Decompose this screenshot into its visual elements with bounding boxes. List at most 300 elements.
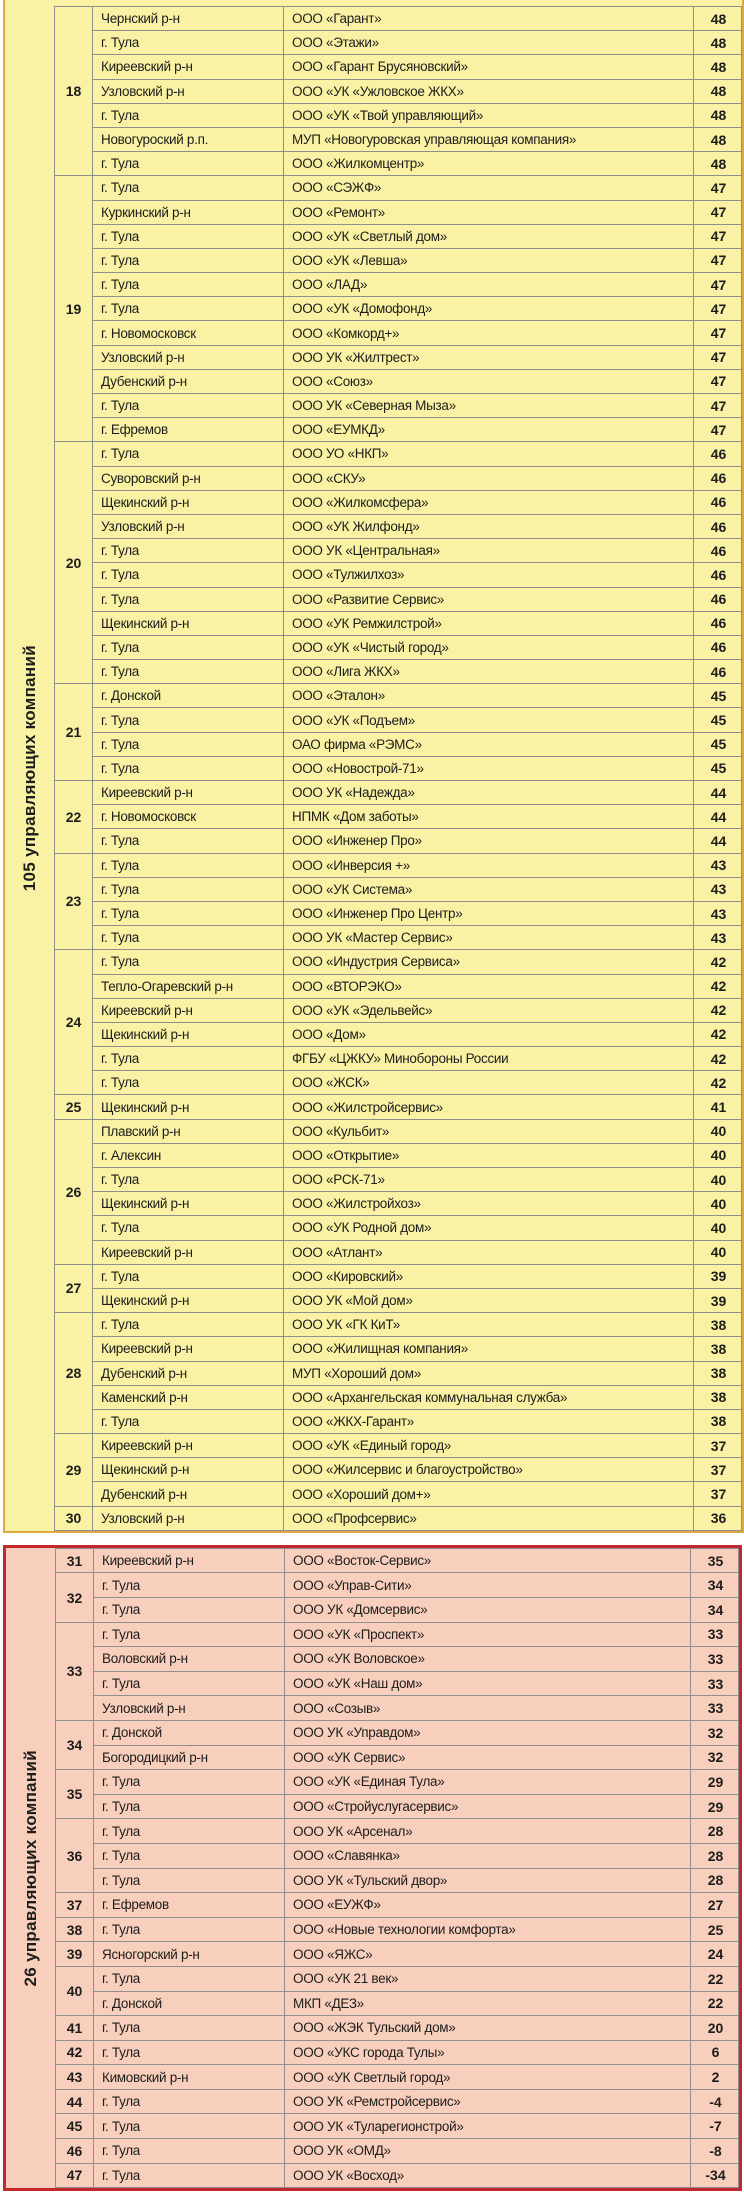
score-cell: 47 [694,297,742,321]
score-cell: 38 [694,1361,742,1385]
rank-cell: 24 [55,950,93,1095]
table-row [55,974,742,998]
district-cell: Киреевский р-н [94,1548,285,1573]
company-cell: ООО «УК Система» [284,877,694,901]
table-row [55,1288,742,1312]
table-row [55,127,742,151]
table-row [55,1264,742,1288]
table-row [56,2139,739,2164]
score-cell: 32 [691,1720,739,1745]
company-cell: ООО «СКУ» [284,466,694,490]
district-cell: Киреевский р-н [93,1434,284,1458]
company-cell: ООО «Восток-Сервис» [285,1548,691,1573]
district-cell: г. Тула [93,1168,284,1192]
table-row [55,563,742,587]
score-cell: 46 [694,587,742,611]
table-row [55,853,742,877]
company-cell: ООО УК «Управдом» [285,1720,691,1745]
section-26-companies [3,1545,742,2191]
company-cell: ООО «Открытие» [284,1143,694,1167]
district-cell: г. Тула [94,2089,285,2114]
company-cell: ООО УК «Надежда» [284,781,694,805]
score-cell: 33 [691,1696,739,1721]
table-row [55,248,742,272]
company-cell: ООО «Кульбит» [284,1119,694,1143]
company-cell: ООО «Кировский» [284,1264,694,1288]
ranking-table-105 [54,6,742,1531]
score-cell: 46 [694,611,742,635]
score-cell: 44 [694,829,742,853]
company-cell: ООО «РСК-71» [284,1168,694,1192]
company-cell: ООО «Стройуслугасервис» [285,1794,691,1819]
score-cell: 48 [694,7,742,31]
company-cell: ООО «Этажи» [284,31,694,55]
score-cell: 20 [691,2016,739,2041]
table-row [55,660,742,684]
company-cell: ООО «Развитие Сервис» [284,587,694,611]
district-cell: Щекинский р-н [93,1095,284,1119]
score-cell: 47 [694,394,742,418]
score-cell: -4 [691,2089,739,2114]
score-cell: 46 [694,563,742,587]
company-cell: ООО «Эталон» [284,684,694,708]
rank-cell: 34 [56,1720,94,1769]
table-row [55,1434,742,1458]
ranking-tbody-1 [56,1548,739,2187]
company-cell: ООО «УК «Эдельвейс» [284,998,694,1022]
table-row [55,490,742,514]
district-cell: Узловский р-н [93,345,284,369]
score-cell: 40 [694,1168,742,1192]
table-row [55,1216,742,1240]
score-cell: 45 [694,684,742,708]
company-cell: ООО «УК Сервис» [285,1745,691,1770]
table-row [56,1843,739,1868]
rank-cell: 41 [56,2016,94,2041]
table-row [56,1598,739,1623]
table-row [55,224,742,248]
company-cell: ООО «ЛАД» [284,273,694,297]
table-row [55,1022,742,1046]
score-cell: 40 [694,1119,742,1143]
ranking-table-26 [55,1548,739,2188]
company-cell: ООО «Жилищная компания» [284,1337,694,1361]
district-cell: г. Тула [94,1868,285,1893]
district-cell: Киреевский р-н [93,55,284,79]
company-cell: МКП «ДЕЗ» [285,1991,691,2016]
rank-cell: 37 [56,1893,94,1918]
table-row [55,587,742,611]
company-cell: ООО «Жилсервис и благоустройство» [284,1458,694,1482]
table-row [56,1548,739,1573]
company-cell: ООО «УК Родной дом» [284,1216,694,1240]
table-row [55,394,742,418]
company-cell: ООО «УК Светлый город» [285,2065,691,2090]
score-cell: 43 [694,901,742,925]
company-cell: ООО УК «ГК КиТ» [284,1313,694,1337]
score-cell: 36 [694,1506,742,1530]
company-cell: ООО «Инженер Про» [284,829,694,853]
district-cell: г. Тула [93,732,284,756]
company-cell: ООО «Архангельская коммунальная служба» [284,1385,694,1409]
table-row [55,369,742,393]
score-cell: 46 [694,635,742,659]
district-cell: г. Тула [93,708,284,732]
district-cell: г. Тула [93,950,284,974]
table-row [55,756,742,780]
company-cell: ООО «Гарант» [284,7,694,31]
company-cell: ООО «УК «Светлый дом» [284,224,694,248]
section-26-side-label-text: 26 управляющих компаний [20,1749,40,1987]
section-105-companies [3,0,744,1533]
score-cell: 35 [691,1548,739,1573]
district-cell: г. Тула [93,587,284,611]
score-cell: 28 [691,1819,739,1844]
score-cell: 33 [691,1647,739,1672]
company-cell: ООО «УК «Наш дом» [285,1671,691,1696]
score-cell: 40 [694,1192,742,1216]
district-cell: г. Ефремов [93,418,284,442]
rank-cell: 46 [56,2139,94,2164]
score-cell: 32 [691,1745,739,1770]
table-row [56,1647,739,1672]
score-cell: 47 [694,273,742,297]
table-row [56,1573,739,1598]
score-cell: 47 [694,345,742,369]
rank-cell: 21 [55,684,93,781]
table-row [55,901,742,925]
district-cell: Суворовский р-н [93,466,284,490]
score-cell: 48 [694,55,742,79]
company-cell: МУП «Новогуровская управляющая компания» [284,127,694,151]
table-row [56,1770,739,1795]
rank-cell: 35 [56,1770,94,1819]
table-row [56,1942,739,1967]
table-row [55,321,742,345]
district-cell: г. Тула [93,31,284,55]
district-cell: г. Тула [93,152,284,176]
district-cell: г. Тула [93,1216,284,1240]
score-cell: 48 [694,79,742,103]
district-cell: Щекинский р-н [93,611,284,635]
rank-cell: 20 [55,442,93,684]
company-cell: ООО «УК «Чистый город» [284,635,694,659]
company-cell: ООО «УК «Единый город» [284,1434,694,1458]
district-cell: Дубенский р-н [93,369,284,393]
district-cell: Дубенский р-н [93,1482,284,1506]
company-cell: ООО УК «Центральная» [284,539,694,563]
rank-cell: 26 [55,1119,93,1264]
table-row [55,1458,742,1482]
district-cell: Узловский р-н [94,1696,285,1721]
score-cell: 45 [694,708,742,732]
table-row [55,103,742,127]
table-row [55,1095,742,1119]
score-cell: 38 [694,1409,742,1433]
district-cell: г. Тула [94,1598,285,1623]
rank-cell: 29 [55,1434,93,1507]
company-cell: ООО «УК «Проспект» [285,1622,691,1647]
company-cell: ООО УК «Жилтрест» [284,345,694,369]
score-cell: -34 [691,2163,739,2188]
district-cell: Щекинский р-н [93,1022,284,1046]
table-row [55,7,742,31]
table-row [55,1409,742,1433]
score-cell: 22 [691,1991,739,2016]
score-cell: -7 [691,2114,739,2139]
company-cell: ООО «ЯЖС» [285,1942,691,1967]
rank-cell: 47 [56,2163,94,2188]
score-cell: 47 [694,176,742,200]
table-row [55,1071,742,1095]
district-cell: г. Тула [94,1794,285,1819]
table-row [56,2016,739,2041]
rank-cell: 23 [55,853,93,950]
district-cell: г. Тула [93,394,284,418]
table-row [56,1868,739,1893]
district-cell: Воловский р-н [94,1647,285,1672]
score-cell: 46 [694,539,742,563]
company-cell: ОАО фирма «РЭМС» [284,732,694,756]
company-cell: ООО «Жилкомцентр» [284,152,694,176]
district-cell: Чернский р-н [93,7,284,31]
table-row [55,611,742,635]
score-cell: 28 [691,1843,739,1868]
district-cell: г. Тула [94,1573,285,1598]
district-cell: г. Тула [93,756,284,780]
score-cell: 46 [694,442,742,466]
table-row [56,2089,739,2114]
company-cell: ООО УК «Ремстройсервис» [285,2089,691,2114]
table-row [56,1671,739,1696]
table-row [56,1917,739,1942]
table-row [55,418,742,442]
table-row [55,79,742,103]
table-row [55,1385,742,1409]
district-cell: г. Тула [94,2040,285,2065]
district-cell: Киреевский р-н [93,998,284,1022]
score-cell: 22 [691,1966,739,1991]
company-cell: ООО «Инверсия +» [284,853,694,877]
table-row [55,829,742,853]
district-cell: Киреевский р-н [93,1240,284,1264]
rank-cell: 32 [56,1573,94,1622]
company-cell: ООО «ВТОРЭКО» [284,974,694,998]
score-cell: 29 [691,1770,739,1795]
district-cell: г. Тула [93,1071,284,1095]
district-cell: Тепло-Огаревский р-н [93,974,284,998]
score-cell: 48 [694,31,742,55]
district-cell: г. Тула [93,273,284,297]
table-row [55,877,742,901]
score-cell: 44 [694,805,742,829]
company-cell: ООО «УК Жилфонд» [284,514,694,538]
score-cell: 46 [694,490,742,514]
table-row [55,950,742,974]
table-row [56,1893,739,1918]
score-cell: 37 [694,1434,742,1458]
company-cell: ООО «Славянка» [285,1843,691,1868]
district-cell: г. Тула [94,2114,285,2139]
district-cell: г. Ефремов [94,1893,285,1918]
district-cell: г. Донской [93,684,284,708]
score-cell: 42 [694,998,742,1022]
score-cell: 43 [694,877,742,901]
company-cell: ООО «УК «Твой управляющий» [284,103,694,127]
table-row [56,1819,739,1844]
district-cell: г. Донской [94,1991,285,2016]
table-row [55,345,742,369]
company-cell: ФГБУ «ЦЖКУ» Минобороны России [284,1047,694,1071]
company-cell: ООО «УК «Подъем» [284,708,694,732]
company-cell: ООО «Лига ЖКХ» [284,660,694,684]
district-cell: г. Тула [93,877,284,901]
rank-cell: 22 [55,781,93,854]
district-cell: г. Алексин [93,1143,284,1167]
district-cell: г. Тула [94,1770,285,1795]
rank-cell: 43 [56,2065,94,2090]
rank-cell: 33 [56,1622,94,1720]
company-cell: ООО «Профсервис» [284,1506,694,1530]
table-row [55,1168,742,1192]
company-cell: ООО «Комкорд+» [284,321,694,345]
score-cell: 40 [694,1240,742,1264]
score-cell: 47 [694,200,742,224]
table-row [55,708,742,732]
company-cell: ООО «УК Ремжилстрой» [284,611,694,635]
score-cell: 29 [691,1794,739,1819]
company-cell: ООО «УК 21 век» [285,1966,691,1991]
company-cell: ООО «Новые технологии комфорта» [285,1917,691,1942]
score-cell: 24 [691,1942,739,1967]
rank-cell: 39 [56,1942,94,1967]
table-row [55,998,742,1022]
table-row [55,55,742,79]
table-row [55,273,742,297]
score-cell: 47 [694,369,742,393]
table-row [55,1047,742,1071]
rank-cell: 36 [56,1819,94,1893]
score-cell: 45 [694,756,742,780]
company-cell: ООО «ЕУМКД» [284,418,694,442]
company-cell: ООО «УК «Домофонд» [284,297,694,321]
company-cell: ООО УК «Восход» [285,2163,691,2188]
rank-cell: 19 [55,176,93,442]
score-cell: -8 [691,2139,739,2164]
table-row [55,635,742,659]
score-cell: 40 [694,1216,742,1240]
score-cell: 42 [694,974,742,998]
rank-cell: 28 [55,1313,93,1434]
company-cell: ООО «ЖЭК Тульский дом» [285,2016,691,2041]
table-row [55,152,742,176]
district-cell: Киреевский р-н [93,781,284,805]
district-cell: г. Тула [93,176,284,200]
score-cell: 34 [691,1573,739,1598]
district-cell: г. Тула [93,442,284,466]
rank-cell: 40 [56,1966,94,2015]
company-cell: ООО УК «Мой дом» [284,1288,694,1312]
district-cell: Щекинский р-н [93,1288,284,1312]
table-row [55,1192,742,1216]
table-row [56,2163,739,2188]
district-cell: г. Тула [93,103,284,127]
district-cell: г. Тула [93,901,284,925]
score-cell: 46 [694,514,742,538]
district-cell: Плавский р-н [93,1119,284,1143]
table-row [55,1119,742,1143]
score-cell: 42 [694,1022,742,1046]
company-cell: ООО «Союз» [284,369,694,393]
company-cell: ООО «ЕУЖФ» [285,1893,691,1918]
company-cell: ООО УК «Туларегионстрой» [285,2114,691,2139]
table-row [56,1622,739,1647]
table-row [56,1696,739,1721]
company-cell: ООО «СЭЖФ» [284,176,694,200]
district-cell: г. Тула [94,1819,285,1844]
company-cell: ООО «Дом» [284,1022,694,1046]
district-cell: г. Тула [93,539,284,563]
table-row [55,1313,742,1337]
district-cell: г. Тула [94,1671,285,1696]
district-cell: г. Тула [94,1622,285,1647]
score-cell: 44 [694,781,742,805]
district-cell: г. Тула [93,297,284,321]
score-cell: 6 [691,2040,739,2065]
score-cell: 38 [694,1385,742,1409]
score-cell: 46 [694,660,742,684]
district-cell: Куркинский р-н [93,200,284,224]
table-row [56,1991,739,2016]
section-26-side-label [6,1548,55,2188]
district-cell: г. Тула [93,660,284,684]
table-row [56,1745,739,1770]
score-cell: 45 [694,732,742,756]
company-cell: ООО «УКС города Тулы» [285,2040,691,2065]
score-cell: 43 [694,853,742,877]
table-row [55,1337,742,1361]
score-cell: 39 [694,1264,742,1288]
company-cell: ООО «УК «Единая Тула» [285,1770,691,1795]
score-cell: 43 [694,926,742,950]
company-cell: ООО «УК «Ужловское ЖКХ» [284,79,694,103]
district-cell: Узловский р-н [93,1506,284,1530]
company-cell: ООО «Управ-Сити» [285,1573,691,1598]
district-cell: г. Новомосковск [93,321,284,345]
company-cell: ООО УК «ОМД» [285,2139,691,2164]
company-cell: ООО УК «Домсервис» [285,1598,691,1623]
table-row [55,466,742,490]
score-cell: 47 [694,418,742,442]
company-cell: ООО «Инженер Про Центр» [284,901,694,925]
district-cell: г. Тула [94,1917,285,1942]
score-cell: 38 [694,1337,742,1361]
company-cell: НПМК «Дом заботы» [284,805,694,829]
table-row [55,684,742,708]
rank-cell: 25 [55,1095,93,1119]
table-row [55,1143,742,1167]
score-cell: 25 [691,1917,739,1942]
table-row [56,1966,739,1991]
district-cell: г. Тула [94,2163,285,2188]
table-row [56,2040,739,2065]
table-row [55,781,742,805]
rank-cell: 38 [56,1917,94,1942]
score-cell: 42 [694,1047,742,1071]
district-cell: г. Тула [93,635,284,659]
district-cell: Богородицкий р-н [94,1745,285,1770]
district-cell: г. Тула [94,1843,285,1868]
